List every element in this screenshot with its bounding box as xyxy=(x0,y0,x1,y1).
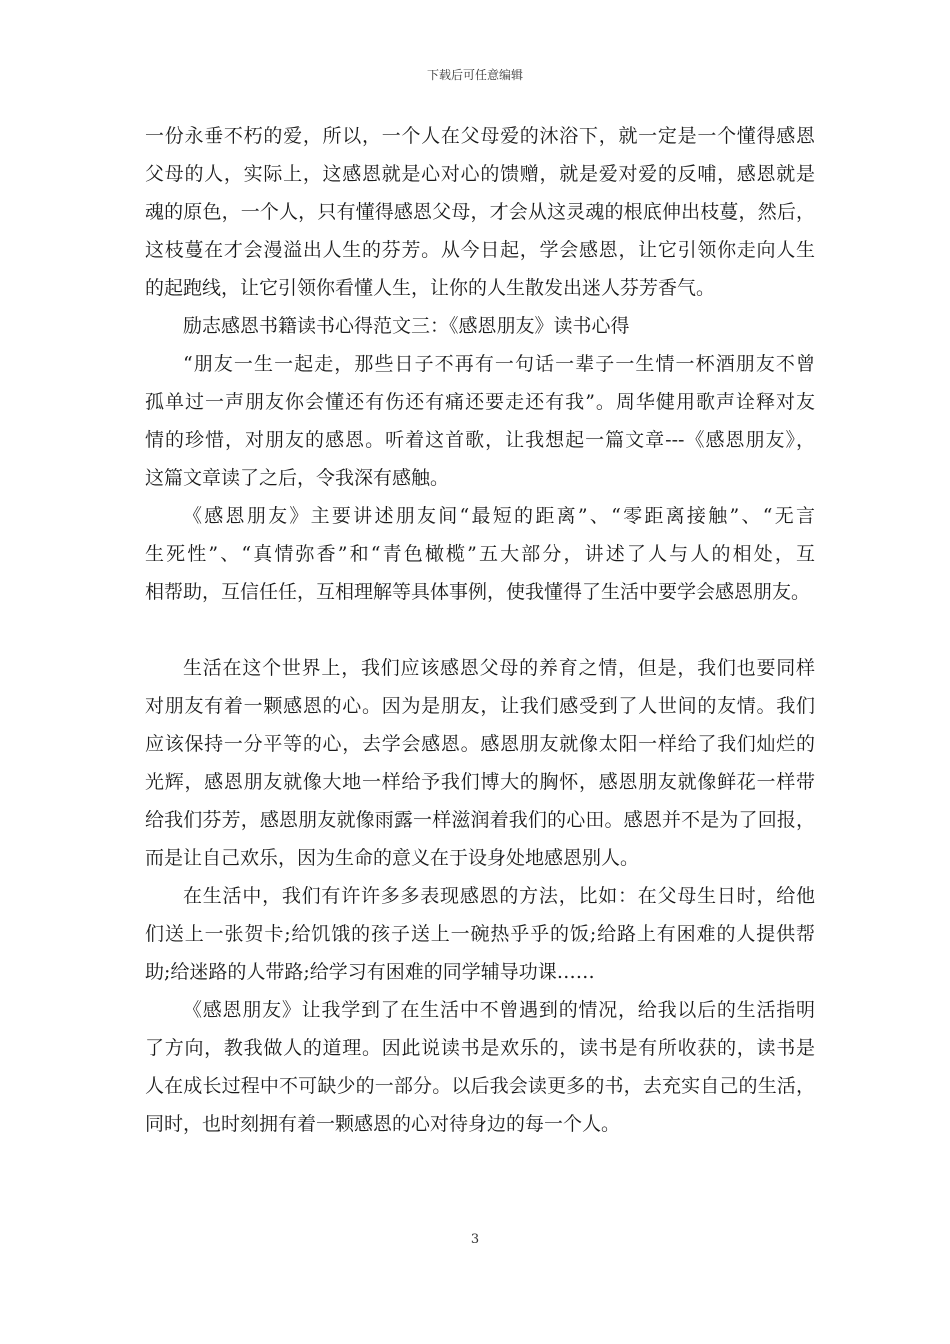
text-line: 这篇文章读了之后，令我深有感触。 xyxy=(145,467,450,489)
text-line: 孤单过一声朋友你会懂还有伤还有痛还要走还有我”。周华健用歌声诠释对友 xyxy=(145,391,815,413)
section-heading: 励志感恩书籍读书心得范文三：《感恩朋友》读书心得 xyxy=(183,315,630,337)
text-line: 情的珍惜，对朋友的感恩。听着这首歌，让我想起一篇文章---《感恩朋友》， xyxy=(145,429,815,451)
paragraph-spacer xyxy=(145,611,815,649)
text-line: 父母的人，实际上，这感恩就是心对心的馈赠，就是爱对爱的反哺，感恩就是 xyxy=(145,163,815,185)
text-line: 的起跑线，让它引领你看懂人生，让你的人生散发出迷人芬芳香气。 xyxy=(145,277,716,299)
text-line: 魂的原色，一个人，只有懂得感恩父母，才会从这灵魂的根底伸出枝蔓，然后， xyxy=(145,201,815,223)
text-line: 了方向，教我做人的道理。因此说读书是欢乐的，读书是有所收获的，读书是 xyxy=(145,1037,815,1059)
text-line: 应该保持一分平等的心，去学会感恩。感恩朋友就像太阳一样给了我们灿烂的 xyxy=(145,733,815,755)
text-line: 们送上一张贺卡;给饥饿的孩子送上一碗热乎乎的饭;给路上有困难的人提供帮 xyxy=(145,923,815,945)
text-line: 给我们芬芳，感恩朋友就像雨露一样滋润着我们的心田。感恩并不是为了回报， xyxy=(145,809,815,831)
text-line: 人在成长过程中不可缺少的一部分。以后我会读更多的书，去充实自己的生活， xyxy=(145,1075,815,1097)
text-line: “朋友一生一起走，那些日子不再有一句话一辈子一生情一杯酒朋友不曾 xyxy=(183,353,815,375)
text-line: 相帮助，互信任任，互相理解等具体事例，使我懂得了生活中要学会感恩朋友。 xyxy=(145,581,811,603)
text-line: 《感恩朋友》主要讲述朋友间“最短的距离”、“零距离接触”、“无言 xyxy=(183,505,815,527)
page-number: 3 xyxy=(470,1232,480,1247)
text-line: 光辉，感恩朋友就像大地一样给予我们博大的胸怀，感恩朋友就像鲜花一样带 xyxy=(145,771,815,793)
text-line: 而是让自己欢乐，因为生命的意义在于设身处地感恩别人。 xyxy=(145,847,640,869)
text-line: 生活在这个世界上，我们应该感恩父母的养育之情，但是，我们也要同样 xyxy=(183,657,815,679)
text-line: 一份永垂不朽的爱，所以，一个人在父母爱的沐浴下，就一定是一个懂得感恩 xyxy=(145,125,815,147)
text-line: 助;给迷路的人带路;给学习有困难的同学辅导功课…… xyxy=(145,961,595,983)
page-header: 下载后可任意编辑 xyxy=(426,68,523,82)
text-line: 对朋友有着一颗感恩的心。因为是朋友，让我们感受到了人世间的友情。我们 xyxy=(145,695,815,717)
text-line: 这枝蔓在才会漫溢出人生的芬芳。从今日起，学会感恩，让它引领你走向人生 xyxy=(145,239,815,261)
text-line: 在生活中，我们有许许多多表现感恩的方法，比如：在父母生日时，给他 xyxy=(183,885,815,907)
text-line: 《感恩朋友》让我学到了在生活中不曾遇到的情况，给我以后的生活指明 xyxy=(183,999,815,1021)
text-line: 生死性”、“真情弥香”和“青色橄榄”五大部分，讲述了人与人的相处，互 xyxy=(145,543,815,565)
document-body xyxy=(145,117,815,1143)
text-line: 同时，也时刻拥有着一颗感恩的心对待身边的每一个人。 xyxy=(145,1113,621,1135)
